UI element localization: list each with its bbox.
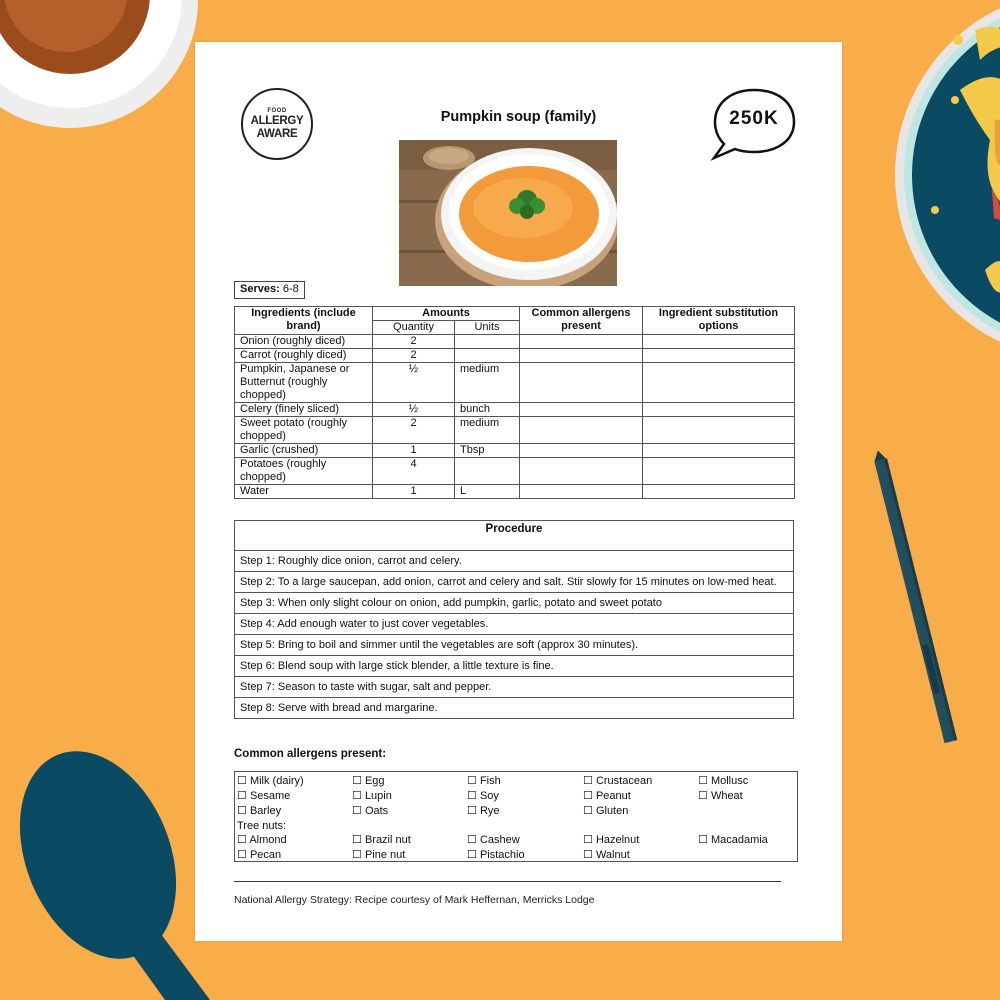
- allergen-label: Brazil nut: [364, 834, 411, 846]
- header-units: Units: [455, 321, 520, 335]
- allergen-checkbox-item[interactable]: [237, 774, 304, 788]
- coffee-cup-decoration: [0, 0, 198, 128]
- ingredient-allergens: [520, 403, 643, 417]
- ingredient-units: L: [455, 485, 520, 499]
- checkbox-icon[interactable]: ☐: [237, 790, 247, 802]
- ingredient-quantity: ½: [373, 403, 455, 417]
- procedure-table: [234, 520, 794, 719]
- allergen-label: Oats: [364, 805, 389, 817]
- allergens-title: Common allergens present:: [234, 748, 387, 760]
- allergen-checkbox-item[interactable]: [352, 774, 385, 788]
- checkbox-icon[interactable]: ☐: [352, 790, 362, 802]
- allergens-checklist: [234, 771, 798, 862]
- ingredient-name: Onion (roughly diced): [235, 335, 373, 349]
- ingredient-units: Tbsp: [455, 444, 520, 458]
- checkbox-icon[interactable]: ☐: [698, 834, 708, 846]
- checkbox-icon[interactable]: ☐: [583, 849, 593, 861]
- procedure-step: Step 6: Blend soup with large stick blender, a little texture is fine.: [235, 656, 794, 677]
- table-row: [235, 485, 795, 499]
- ingredient-allergens: [520, 349, 643, 363]
- ingredient-quantity: 1: [373, 485, 455, 499]
- recipe-title: Pumpkin soup (family): [440, 109, 597, 125]
- ingredient-substitution: [643, 403, 795, 417]
- table-row: [235, 349, 795, 363]
- ingredient-substitution: [643, 444, 795, 458]
- allergen-label: Almond: [249, 834, 287, 846]
- checkbox-icon[interactable]: ☐: [467, 805, 477, 817]
- ingredients-table: [234, 306, 795, 499]
- ingredient-allergens: [520, 458, 643, 485]
- header-allergens: Common allergens present: [520, 307, 643, 335]
- ingredient-allergens: [520, 417, 643, 444]
- allergen-checkbox-item[interactable]: [352, 804, 388, 818]
- 250k-logo: 250K: [710, 86, 800, 162]
- procedure-step-row: [235, 635, 794, 656]
- footer-credit: National Allergy Strategy: Recipe courtesy of Mark Heffernan, Merricks Lodge: [234, 894, 595, 906]
- checkbox-icon[interactable]: ☐: [583, 834, 593, 846]
- pasta-plate-decoration: [895, 0, 1000, 360]
- allergen-label: Sesame: [249, 790, 291, 802]
- allergen-label: Fish: [479, 775, 501, 787]
- checkbox-icon[interactable]: ☐: [698, 775, 708, 787]
- allergen-checkbox-item[interactable]: [583, 833, 639, 847]
- checkbox-icon[interactable]: ☐: [237, 849, 247, 861]
- ingredient-substitution: [643, 335, 795, 349]
- checkbox-icon[interactable]: ☐: [467, 834, 477, 846]
- tree-nuts-label: Tree nuts:: [237, 820, 287, 832]
- allergen-checkbox-item[interactable]: [352, 789, 392, 803]
- ingredient-name: Celery (finely sliced): [235, 403, 373, 417]
- pen-decoration: [872, 449, 957, 743]
- ingredient-units: [455, 458, 520, 485]
- procedure-step: Step 8: Serve with bread and margarine.: [235, 698, 794, 719]
- procedure-step-row: [235, 656, 794, 677]
- ingredient-name: Garlic (crushed): [235, 444, 373, 458]
- checkbox-icon[interactable]: ☐: [467, 849, 477, 861]
- ingredient-allergens: [520, 335, 643, 349]
- allergen-checkbox-item[interactable]: [237, 789, 290, 803]
- checkbox-icon[interactable]: ☐: [352, 775, 362, 787]
- header-ingredients: Ingredients (include brand): [235, 307, 373, 335]
- allergen-label: Lupin: [364, 790, 392, 802]
- allergen-label: Barley: [249, 805, 282, 817]
- table-row: [235, 458, 795, 485]
- procedure-step: Step 3: When only slight colour on onion, add pumpkin, garlic, potato and sweet potato: [235, 593, 794, 614]
- allergen-label: Gluten: [595, 805, 629, 817]
- ingredient-units: [455, 335, 520, 349]
- allergen-label: Pistachio: [479, 849, 525, 861]
- allergen-checkbox-item[interactable]: [698, 833, 768, 847]
- allergen-checkbox-item[interactable]: [698, 774, 748, 788]
- footer-divider: [234, 881, 781, 882]
- allergen-checkbox-item[interactable]: [237, 804, 281, 818]
- allergen-checkbox-item[interactable]: [698, 789, 743, 803]
- checkbox-icon[interactable]: ☐: [352, 834, 362, 846]
- serves-info: [234, 281, 305, 299]
- procedure-step: Step 7: Season to taste with sugar, salt and pepper.: [235, 677, 794, 698]
- allergen-label: Cashew: [479, 834, 520, 846]
- allergen-label: Crustacean: [595, 775, 653, 787]
- ingredient-name: Potatoes (roughly chopped): [235, 458, 373, 485]
- allergen-label: Egg: [364, 775, 385, 787]
- procedure-step-row: [235, 593, 794, 614]
- ingredient-units: [455, 349, 520, 363]
- ingredient-quantity: 2: [373, 349, 455, 363]
- checkbox-icon[interactable]: ☐: [583, 775, 593, 787]
- checkbox-icon[interactable]: ☐: [237, 805, 247, 817]
- allergen-checkbox-item[interactable]: [467, 848, 525, 862]
- allergen-checkbox-item[interactable]: [237, 833, 287, 847]
- allergen-checkbox-item[interactable]: [237, 848, 281, 862]
- ingredient-units: bunch: [455, 403, 520, 417]
- allergen-label: Walnut: [595, 849, 630, 861]
- allergen-checkbox-item[interactable]: [352, 848, 405, 862]
- procedure-step: Step 1: Roughly dice onion, carrot and celery.: [235, 551, 794, 572]
- procedure-step: Step 2: To a large saucepan, add onion, carrot and celery and salt. Stir slowly for 15 minutes on low-med heat.: [235, 572, 794, 593]
- ingredient-substitution: [643, 485, 795, 499]
- spoon-decoration: [0, 728, 210, 1000]
- checkbox-icon[interactable]: ☐: [467, 775, 477, 787]
- ingredient-allergens: [520, 444, 643, 458]
- checkbox-icon[interactable]: ☐: [583, 805, 593, 817]
- ingredient-name: Pumpkin, Japanese or Butternut (roughly chopped): [235, 363, 373, 403]
- ingredient-substitution: [643, 417, 795, 444]
- allergen-checkbox-item[interactable]: [467, 774, 501, 788]
- ingredient-name: Water: [235, 485, 373, 499]
- table-row: [235, 335, 795, 349]
- procedure-step-row: [235, 551, 794, 572]
- table-row: [235, 403, 795, 417]
- ingredient-name: Carrot (roughly diced): [235, 349, 373, 363]
- allergen-checkbox-item[interactable]: [583, 848, 630, 862]
- table-row: [235, 363, 795, 403]
- ingredient-quantity: 2: [373, 335, 455, 349]
- ingredient-substitution: [643, 363, 795, 403]
- food-allergy-aware-logo: FOOD ALLERGY AWARE: [241, 88, 313, 160]
- table-row: [235, 444, 795, 458]
- allergen-label: Pecan: [249, 849, 282, 861]
- ingredient-quantity: 1: [373, 444, 455, 458]
- ingredient-allergens: [520, 363, 643, 403]
- ingredient-allergens: [520, 485, 643, 499]
- allergen-label: Mollusc: [710, 775, 749, 787]
- serves-value: 6-8: [282, 283, 299, 295]
- checkbox-icon[interactable]: ☐: [698, 790, 708, 802]
- allergen-label: Macadamia: [710, 834, 768, 846]
- checkbox-icon[interactable]: ☐: [237, 775, 247, 787]
- allergen-label: Hazelnut: [595, 834, 640, 846]
- allergen-checkbox-item[interactable]: [467, 804, 500, 818]
- ingredient-name: Sweet potato (roughly chopped): [235, 417, 373, 444]
- ingredient-units: medium: [455, 363, 520, 403]
- checkbox-icon[interactable]: ☐: [467, 790, 477, 802]
- procedure-header: Procedure: [235, 521, 794, 551]
- procedure-step-row: [235, 614, 794, 635]
- ingredient-substitution: [643, 458, 795, 485]
- allergen-label: Wheat: [710, 790, 743, 802]
- allergen-checkbox-item[interactable]: [467, 789, 499, 803]
- serves-label: Serves:: [240, 283, 280, 295]
- allergen-label: Rye: [479, 805, 500, 817]
- table-row: [235, 417, 795, 444]
- checkbox-icon[interactable]: ☐: [583, 790, 593, 802]
- allergen-label: Pine nut: [364, 849, 406, 861]
- allergen-checkbox-item[interactable]: [352, 833, 411, 847]
- ingredient-units: medium: [455, 417, 520, 444]
- ingredient-quantity: 2: [373, 417, 455, 444]
- checkbox-icon[interactable]: ☐: [352, 805, 362, 817]
- allergen-label: Soy: [479, 790, 499, 802]
- allergen-checkbox-item[interactable]: [583, 774, 652, 788]
- procedure-step-row: [235, 698, 794, 719]
- allergen-label: Peanut: [595, 790, 631, 802]
- allergen-checkbox-item[interactable]: [467, 833, 520, 847]
- procedure-step-row: [235, 677, 794, 698]
- ingredient-quantity: 4: [373, 458, 455, 485]
- allergen-checkbox-item[interactable]: [583, 789, 631, 803]
- allergen-label: Milk (dairy): [249, 775, 304, 787]
- allergen-checkbox-item[interactable]: [583, 804, 628, 818]
- pumpkin-soup-photo: [399, 140, 617, 286]
- procedure-step: Step 5: Bring to boil and simmer until the vegetables are soft (approx 30 minutes).: [235, 635, 794, 656]
- checkbox-icon[interactable]: ☐: [237, 834, 247, 846]
- procedure-step: Step 4: Add enough water to just cover vegetables.: [235, 614, 794, 635]
- header-substitution: Ingredient substitution options: [643, 307, 795, 335]
- procedure-step-row: [235, 572, 794, 593]
- ingredient-quantity: ½: [373, 363, 455, 403]
- header-amounts: Amounts: [373, 307, 520, 321]
- checkbox-icon[interactable]: ☐: [352, 849, 362, 861]
- ingredient-substitution: [643, 349, 795, 363]
- recipe-sheet: [195, 42, 842, 941]
- header-quantity: Quantity: [373, 321, 455, 335]
